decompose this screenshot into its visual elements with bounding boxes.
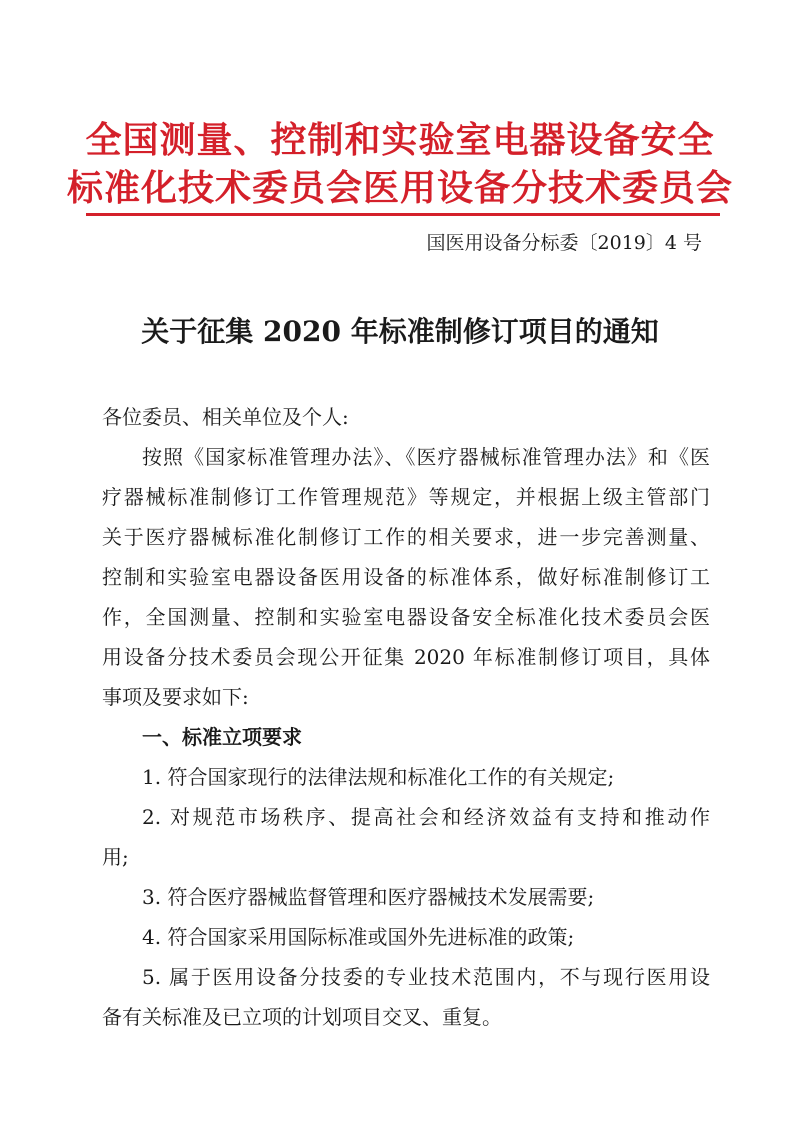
requirement-item: 5. 属于医用设备分技委的专业技术范围内，不与现行医用设 xyxy=(142,965,710,989)
salutation: 各位委员、相关单位及个人: xyxy=(102,405,349,429)
red-header-rule xyxy=(86,213,720,216)
intro-line: 疗器械标准制修订工作管理规范》等规定，并根据上级主管部门 xyxy=(102,485,710,509)
notice-title: 关于征集 2020 年标准制修订项目的通知 xyxy=(141,315,659,348)
intro-line: 事项及要求如下: xyxy=(102,685,249,709)
requirement-item-continued: 用; xyxy=(102,845,129,869)
document-number: 国医用设备分标委〔2019〕4 号 xyxy=(426,232,702,254)
requirement-item: 4. 符合国家采用国际标准或国外先进标准的政策; xyxy=(142,925,575,949)
requirement-item: 2. 对规范市场秩序、提高社会和经济效益有支持和推动作 xyxy=(142,805,710,829)
intro-line: 控制和实验室电器设备医用设备的标准体系，做好标准制修订工 xyxy=(102,565,710,589)
intro-line: 作，全国测量、控制和实验室电器设备安全标准化技术委员会医 xyxy=(102,605,710,629)
intro-line: 用设备分技术委员会现公开征集 2020 年标准制修订项目，具体 xyxy=(102,645,710,669)
requirement-item: 1. 符合国家现行的法律法规和标准化工作的有关规定; xyxy=(142,765,615,789)
section-heading: 一、标准立项要求 xyxy=(142,725,302,749)
committee-name-line-1: 全国测量、控制和实验室电器设备安全 xyxy=(85,120,715,161)
notice-body xyxy=(102,397,710,1037)
requirement-item-continued: 备有关标准及已立项的计划项目交叉、重复。 xyxy=(102,1005,502,1029)
committee-name-line-2: 标准化技术委员会医用设备分技术委员会 xyxy=(66,168,733,209)
requirement-item: 3. 符合医疗器械监督管理和医疗器械技术发展需要; xyxy=(142,885,595,909)
intro-line: 关于医疗器械标准化制修订工作的相关要求，进一步完善测量、 xyxy=(102,525,710,549)
intro-line: 按照《国家标准管理办法》、《医疗器械标准管理办法》和《医 xyxy=(142,445,710,469)
